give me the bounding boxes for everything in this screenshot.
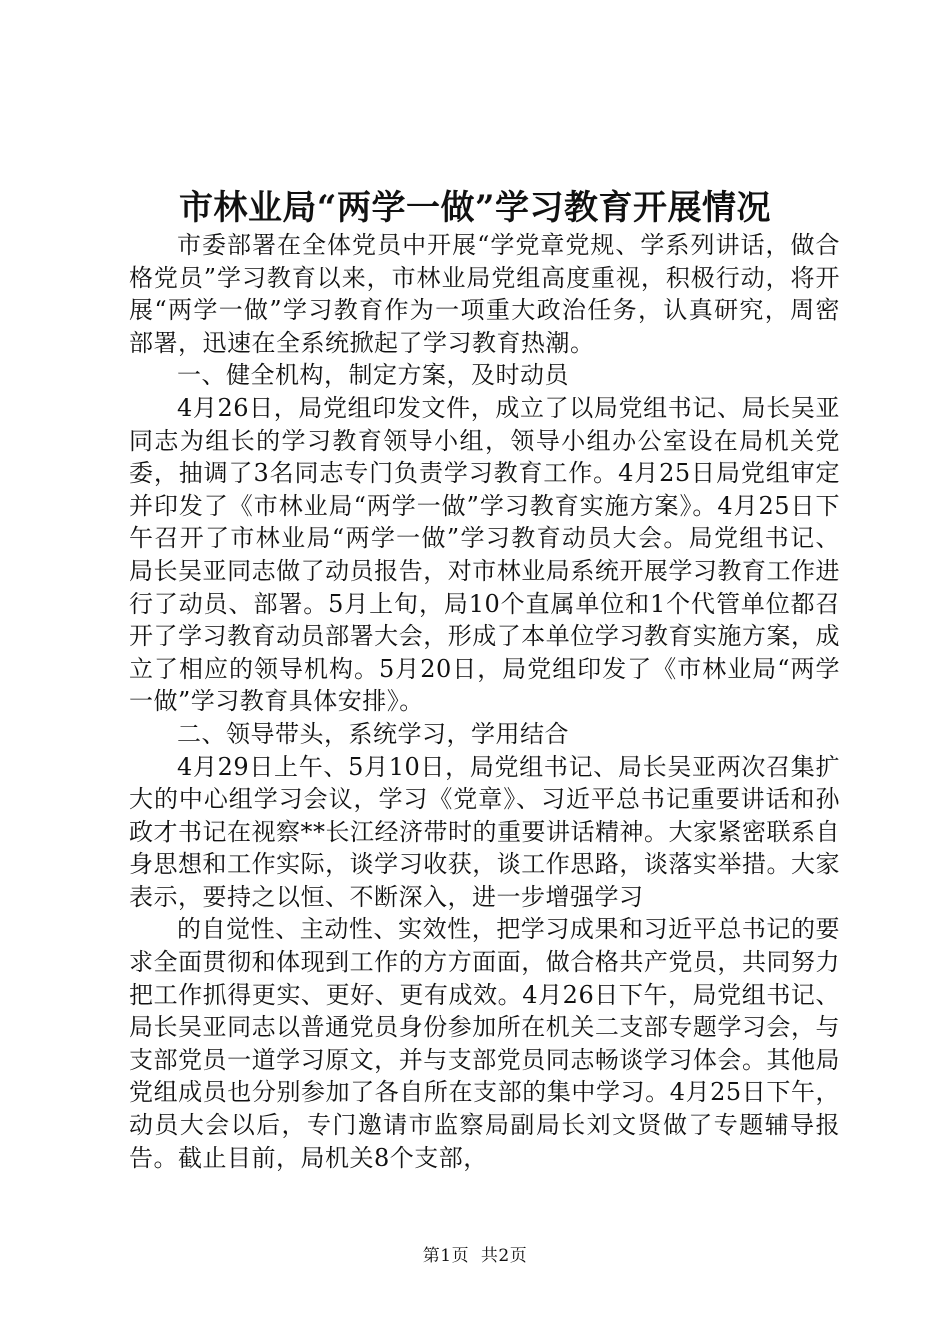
section-heading-2: 二、领导带头，系统学习，学用结合 — [177, 719, 569, 748]
intro-paragraph: 市委部署在全体党员中开展“学党章党规、学系列讲话，做合格党员”学习教育以来，市林业局党组高度重视，积极行动，将开展“两学一做”学习教育作为一项重大政治任务，认真研究，周密部署，迅速在全系统掀起了学习教育热潮。 — [129, 231, 840, 357]
document-body — [129, 229, 840, 1174]
page-footer — [0, 1245, 950, 1267]
section-heading-1: 一、健全机构，制定方案，及时动员 — [177, 361, 569, 390]
section-2-paragraph: 4月29日上午、5月10日，局党组书记、局长吴亚两次召集扩大的中心组学习会议，学习《党章》、习近平总书记重要讲话和孙政才书记在视察**长江经济带时的重要讲话精神。大家紧密联系自身思想和工作实际，谈学习收获，谈工作思路，谈落实举措。大家表示，要持之以恒、不断深入，进一步增强学习 — [129, 752, 840, 911]
page-number: 第1页 共2页 — [422, 1246, 528, 1266]
document-title: 市林业局“两学一做”学习教育开展情况 — [178, 188, 772, 228]
section-1-paragraph: 4月26日，局党组印发文件，成立了以局党组书记、局长吴亚同志为组长的学习教育领导小组，领导小组办公室设在局机关党委，抽调了3名同志专门负责学习教育工作。4月25日局党组审定并印发了《市林业局“两学一做”学习教育实施方案》。4月25日下午召开了市林业局“两学一做”学习教育动员大会。局党组书记、局长吴亚同志做了动员报告，对市林业局系统开展学习教育工作进行了动员、部署。5月上旬，局10个直属单位和1个代管单位都召开了学习教育动员部署大会，形成了本单位学习教育实施方案，成立了相应的领导机构。5月20日，局党组印发了《市林业局“两学一做”学习教育具体安排》。 — [129, 393, 840, 716]
section-2-continued-paragraph: 的自觉性、主动性、实效性，把学习成果和习近平总书记的要求全面贯彻和体现到工作的方方面面，做合格共产党员，共同努力把工作抓得更实、更好、更有成效。4月26日下午，局党组书记、局长吴亚同志以普通党员身份参加所在机关二支部专题学习会，与支部党员一道学习原文，并与支部党员同志畅谈学习体会。其他局党组成员也分别参加了各自所在支部的集中学习。4月25日下午，动员大会以后，专门邀请市监察局副局长刘文贤做了专题辅导报告。截止目前，局机关8个支部， — [129, 915, 840, 1172]
